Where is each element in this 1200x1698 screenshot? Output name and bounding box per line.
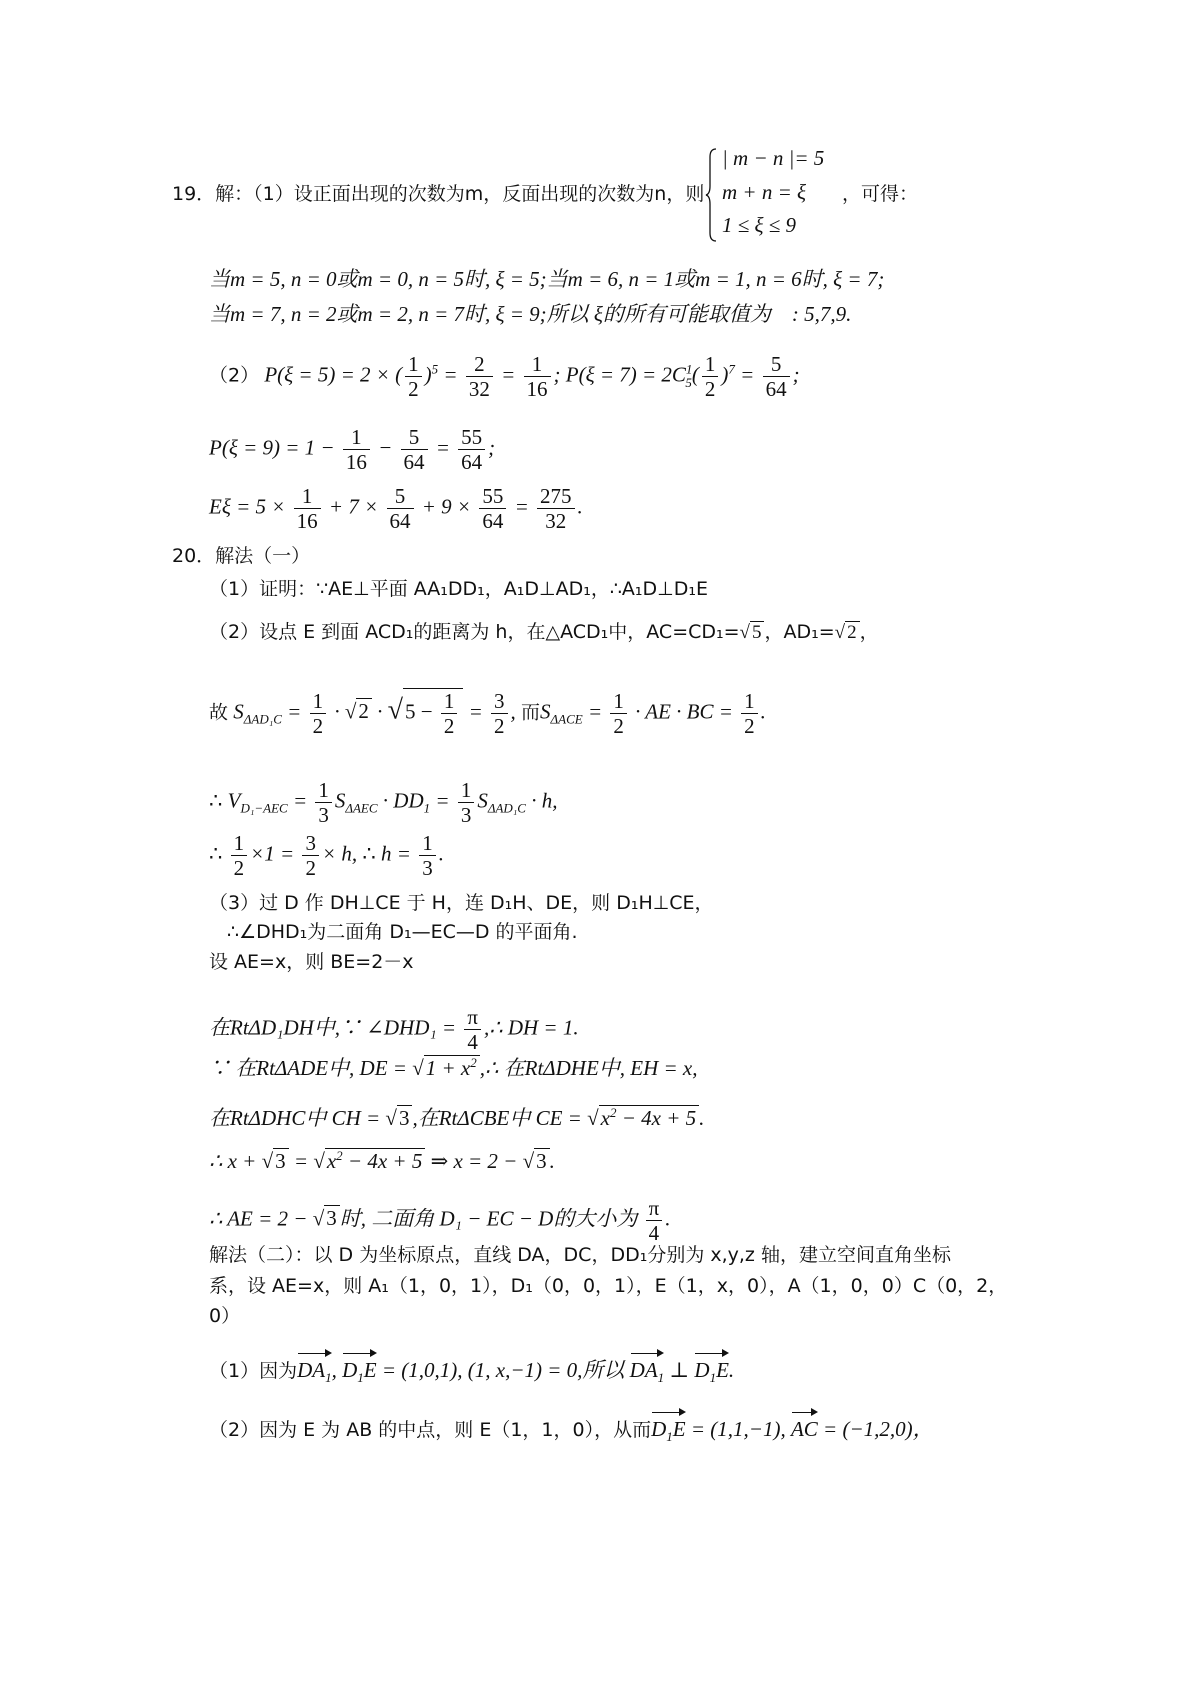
e-lhs: Eξ = 5 × — [209, 494, 286, 519]
res2-b: 时, 二面角 D₁ − EC − D的大小为 — [339, 1206, 638, 1231]
rt2-a: ∵ 在RtΔADE中, DE = — [209, 1056, 407, 1080]
res1-b: = — [293, 1149, 309, 1173]
method2-part-2: （2）因为 E 为 AB 的中点，则 E（1，1，0），从而$D_1E = (1,1,-1)$, AC = (−1,2,0)， — [209, 1412, 934, 1444]
res1-a: ∴ x + — [209, 1149, 257, 1173]
rt-line-1: 在RtΔD₁DH中,∵ ∠DHD₁ = $\frac{\pi}{4}$ ,∴ DH = 1. — [209, 1005, 579, 1055]
m2p1-b: = (1,0,1), (1, x,−1) = 0,所以 — [381, 1358, 625, 1382]
q20-title: 20．解法（一） — [172, 545, 311, 567]
e-mid-2: + 9 × — [421, 494, 472, 519]
expectation-line: Eξ = 5 × $\frac{1}{16}$ + 7 × $\frac{5}{64}$ + 9 × $\frac{55}{64}$ = $\frac{275}{32}$ . — [209, 484, 583, 534]
er-label: 而 — [521, 701, 541, 724]
m2p2-a: （2）因为 E 为 AB 的中点，则 E（1，1，0），从而 — [209, 1419, 652, 1441]
p5-exponent: 5 — [431, 361, 439, 377]
m2p1-a: （1）因为 — [209, 1360, 298, 1382]
method2-part-1: （1）因为$DA_1$, $D_1E = (1,0,1)$, (1, x,−1) = 0,所以 $DA_1$ ⊥ $D_1E$. — [209, 1353, 734, 1385]
method2-line-3: 0） — [209, 1305, 241, 1327]
res1-c: ⇒ x = 2 − — [430, 1149, 518, 1173]
case-line-1: 当m = 5, n = 0或m = 0, n = 5时, ξ = 5;当m = 6, n = 1或m = 1, n = 6时, ξ = 7; — [209, 267, 885, 291]
height-line: ∴ $\frac{1}{2}$ ×1 = $\frac{3}{2}$ × h, ∴ h = $\frac{1}{3}$ . — [209, 831, 444, 881]
p5-lhs: P(ξ = 5) = 2 × ( — [264, 362, 403, 387]
q19-intro: 19．解：（1）设正面出现的次数为m，反面出现的次数为n，则 — [172, 183, 705, 205]
case-line-2: 当m = 7, n = 2或m = 2, n = 7时, ξ = 9;所以 ξ的所有可能取值为 : 5,7,9. — [209, 302, 852, 326]
result-line-2: ∴ AE = 2 − √3 时, 二面角 D₁ − EC − D的大小为 $\frac{\pi}{4}$ . — [209, 1196, 671, 1246]
m2p2-b: = (1,1,−1), — [690, 1417, 786, 1441]
rt1-tail: ,∴ DH = 1. — [483, 1015, 579, 1040]
part3-line-3: 设 AE=x，则 BE=2－x — [209, 951, 414, 973]
q20-part1: （1）证明：∵AE⊥平面 AA₁DD₁，A₁D⊥AD₁，∴A₁D⊥D₁E — [209, 578, 708, 600]
p7-sup: 1 — [685, 361, 693, 377]
system-eq-1: | m − n |= 5 — [722, 146, 825, 170]
left-brace — [705, 148, 717, 242]
p7-sub: 5 — [685, 374, 692, 390]
part-2-label: （2） — [209, 364, 260, 387]
rt1-text: 在RtΔD₁DH中,∵ ∠DHD₁ = — [209, 1015, 457, 1040]
rt2-b: ,∴ 在RtΔDHE中, EH = x, — [479, 1056, 698, 1080]
q20-part2: （2）设点 E 到面 ACD₁的距离为 h，在△ACD₁中，AC=CD₁=√ 5 ，AD₁=√ 2 ， — [209, 621, 879, 643]
method2-line-1: 解法（二）：以 D 为坐标原点，直线 DA，DC，DD₁分别为 x,y,z 轴，建立空间直角坐标 — [209, 1244, 951, 1266]
area-line: 故 $S_{\Delta AD_1C}$ = $\frac{1}{2}$ · √2 · √5 − $\frac{1}{2}$ = $\frac{3}{2}$ , 而$S_{\Delta ACE}$ = $\frac{1}{2}$ · AE · BC = $\frac{1}{2}$ . — [209, 689, 766, 739]
rt3-a: 在RtΔDHC中 CH = — [209, 1106, 381, 1130]
rt-line-3: 在RtΔDHC中 CH = √3 ,在RtΔCBE中 CE = $√x^2 - 4x + 5$ . — [209, 1105, 705, 1130]
result-line-1: ∴ $x + √3 = √x^2 - 4x + 5$ ⇒ x = 2 − √3 . — [209, 1148, 555, 1173]
p9-line: P(ξ = 9) = 1 − $\frac{1}{16}$ − $\frac{5}{64}$ = $\frac{55}{64}$ ; — [209, 425, 496, 475]
p9-lhs: P(ξ = 9) = 1 − — [209, 435, 335, 460]
method2-line-2: 系，设 AE=x，则 A₁（1，0，1），D₁（0，0，1），E（1，x，0），A（1，0，0）C（0，2， — [209, 1275, 1008, 1297]
part3-line-2: ∴∠DHD₁为二面角 D₁—EC—D 的平面角. — [227, 921, 578, 943]
e-mid-1: + 7 × — [328, 494, 379, 519]
part2-text: （2）设点 E 到面 ACD₁的距离为 h，在△ACD₁中，AC=CD₁= — [209, 621, 740, 643]
system-eq-2: m + n = ξ — [722, 180, 806, 204]
p7-lhs: P(ξ = 7) = 2C — [565, 362, 686, 387]
rt-line-2: ∵ 在RtΔADE中, DE = $√1 + x^2$ ,∴ 在RtΔDHE中, EH = x, — [209, 1055, 698, 1080]
volume-line: ∴ $V_{D_1-AEC}$ = $\frac{1}{3}$ $S_{\Delta AEC} \cdot DD_1$ = $\frac{1}{3}$ $S_{\Delta AD_1C} \cdot h$, — [209, 778, 558, 828]
p7-exponent: 7 — [728, 361, 735, 377]
system-tail: ，可得： — [842, 183, 919, 205]
m2p2-c: = (−1,2,0)， — [823, 1417, 934, 1441]
res2-a: ∴ AE = 2 − — [209, 1206, 308, 1231]
rt3-b: ,在RtΔCBE中 CE = — [412, 1106, 582, 1130]
gu-label: 故 — [209, 701, 229, 724]
probability-line-5-7: （2） P(ξ = 5) = 2 × ( $\frac{1}{2}$ )$^5$ = $\frac{2}{32}$ = $\frac{1}{16}$ ; $P(\xi = 7) = 2C^1_5$( $\frac{1}{2}$ )$^7$ = $\frac{5}{64}$ ; — [209, 352, 800, 402]
part2-ad1: ，AD₁= — [764, 621, 835, 643]
system-eq-3: 1 ≤ ξ ≤ 9 — [722, 213, 797, 237]
part3-line-1: （3）过 D 作 DH⊥CE 于 H，连 D₁H、DE，则 D₁H⊥CE， — [209, 892, 714, 914]
